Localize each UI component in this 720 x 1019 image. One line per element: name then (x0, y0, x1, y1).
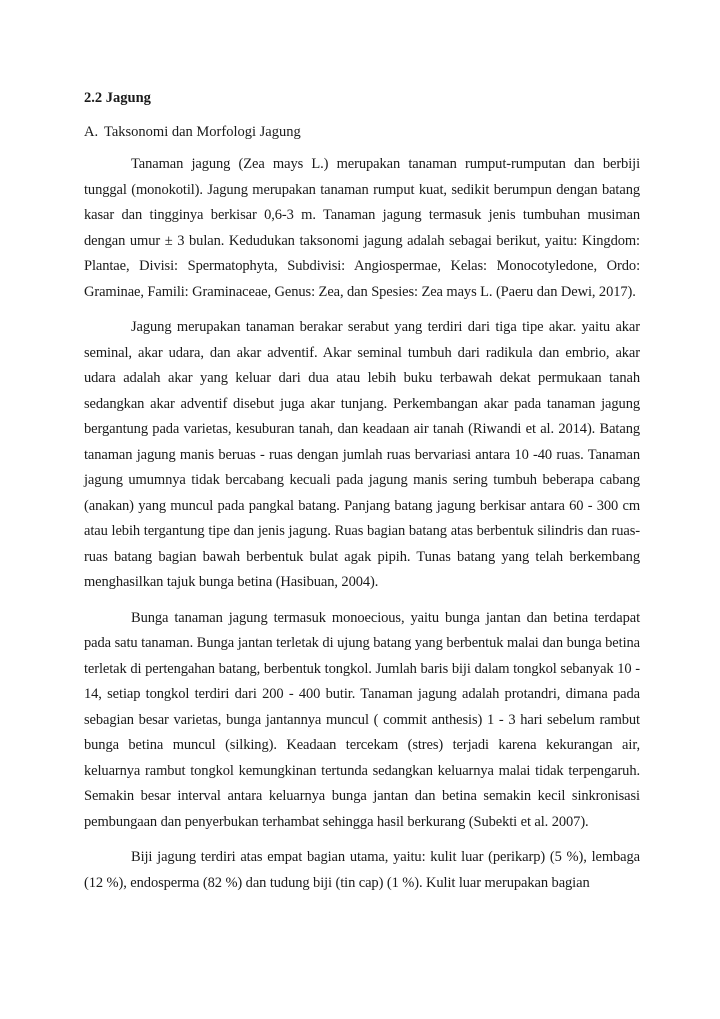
paragraph-taxonomy: Tanaman jagung (Zea mays L.) merupakan tanaman rumput-rumputan dan berbiji tunggal (monokotil). Jagung merupakan tanaman rumput kuat, sedikit berumpun dengan batang kasar dan tingginya berkisar 0,6-3 m. Tanaman jagung termasuk jenis tumbuhan musiman dengan umur ± 3 bulan. Kedudukan taksonomi jagung adalah sebagai berikut, yaitu: Kingdom: Plantae, Divisi: Spermatophyta, Subdivisi: Angiospermae, Kelas: Monocotyledone, Ordo: Graminae, Famili: Graminaceae, Genus: Zea, dan Spesies: Zea mays L. (Paeru dan Dewi, 2017). (84, 156, 640, 300)
document-body (84, 86, 640, 906)
section-title: 2.2 Jagung (84, 90, 151, 106)
subsection-heading (84, 120, 640, 144)
subsection-title: Taksonomi dan Morfologi Jagung (104, 124, 301, 140)
paragraph-flowers: Bunga tanaman jagung termasuk monoecious, yaitu bunga jantan dan betina terdapat pada satu tanaman. Bunga jantan terletak di ujung batang yang berbentuk malai dan bunga betina terletak di pertengahan batang, berbentuk tongkol. Jumlah baris biji dalam tongkol sebanyak 10 - 14, setiap tongkol terdiri dari 200 - 400 butir. Tanaman jagung adalah protandri, dimana pada sebagian besar varietas, bunga jantannya muncul ( commit anthesis) 1 - 3 hari sebelum rambut bunga betina muncul (silking). Keadaan tercekam (stres) terjadi karena kekurangan air, keluarnya rambut tongkol kemungkinan tertunda sedangkan keluarnya malai tidak terpengaruh. Semakin besar interval antara keluarnya bunga jantan dan betina semakin kecil sinkronisasi pembungaan dan penyerbukan terhambat sehingga hasil berkurang (Subekti et al. 2007). (84, 609, 640, 830)
paragraph-seed: Biji jagung terdiri atas empat bagian utama, yaitu: kulit luar (perikarp) (5 %), lembaga (12 %), endosperma (82 %) dan tudung biji (tin cap) (1 %). Kulit luar merupakan bagian (84, 849, 640, 891)
subsection-marker: A. (84, 124, 99, 140)
paragraph-roots-stem: Jagung merupakan tanaman berakar serabut yang terdiri dari tiga tipe akar. yaitu akar seminal, akar udara, dan akar adventif. Akar seminal tumbuh dari radikula dan embrio, akar udara adalah akar yang keluar dari dua atau lebih buku terbawah dekat permukaan tanah sedangkan akar adventif disebut juga akar tunjang. Perkembangan akar pada tanaman jagung bergantung pada varietas, kesuburan tanah, dan keadaan air tanah (Riwandi et al. 2014). Batang tanaman jagung manis beruas - ruas dengan jumlah ruas bervariasi antara 10 -40 ruas. Tanaman jagung umumnya tidak bercabang kecuali pada jagung manis sering tumbuh beberapa cabang (anakan) yang muncul pada pangkal batang. Panjang batang jagung berkisar antara 60 - 300 cm atau lebih tergantung tipe dan jenis jagung. Ruas bagian batang atas berbentuk silindris dan ruas-ruas batang bagian bawah berbentuk bulat agak pipih. Tunas batang yang telah berkembang menghasilkan tajuk bunga betina (Hasibuan, 2004). (84, 319, 640, 590)
